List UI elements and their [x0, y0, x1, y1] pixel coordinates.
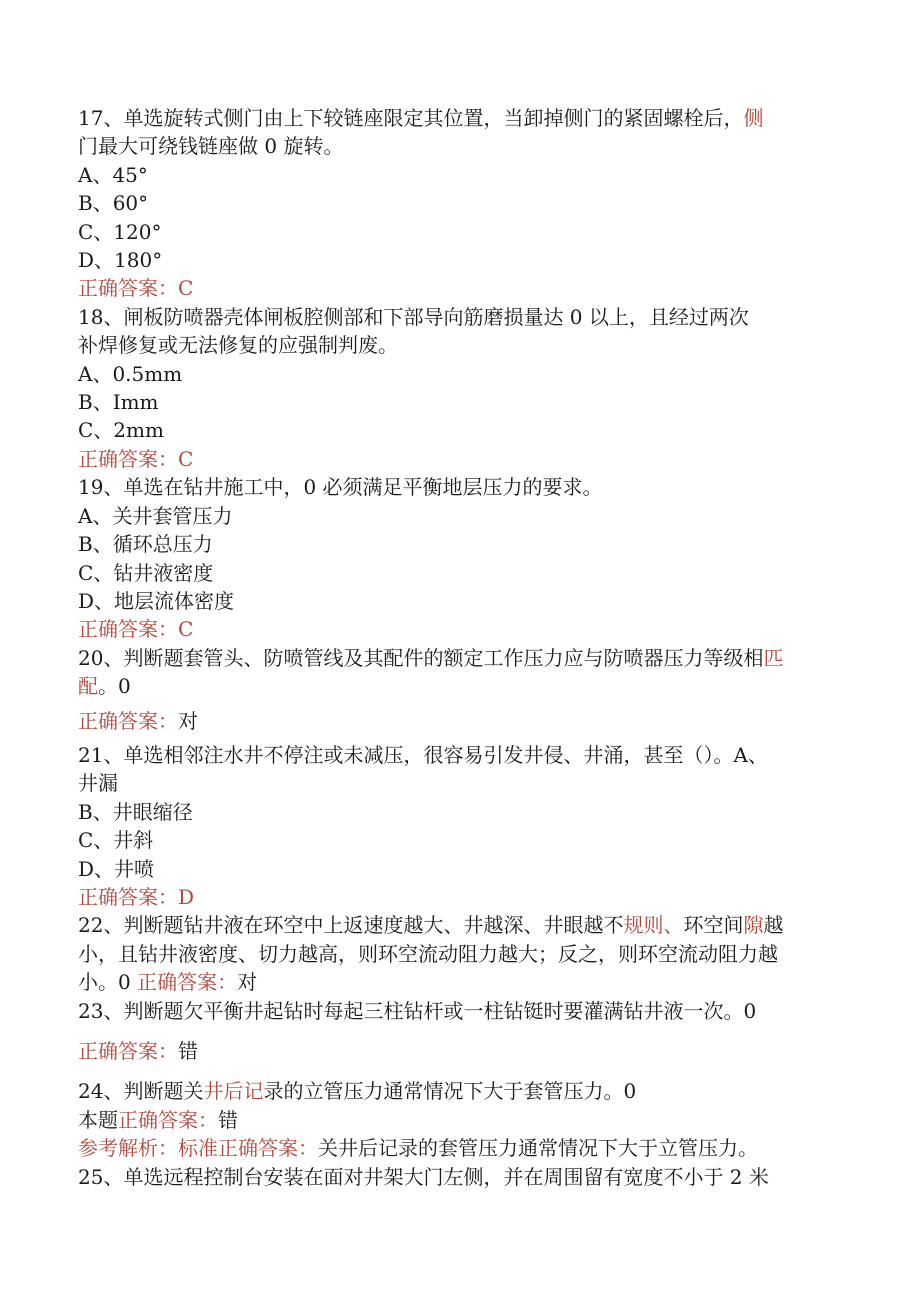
question-25	[78, 1163, 848, 1191]
option-b: B、井眼缩径	[78, 799, 193, 824]
question-18	[78, 303, 848, 473]
option-a: 井漏	[78, 771, 118, 796]
question-text: 25、单选远程控制台安装在面对井架大门左侧，并在周围留有宽度不小于 2 米	[78, 1164, 769, 1189]
question-20	[78, 644, 848, 735]
option-a: A、0.5mm	[78, 361, 183, 386]
option-d: D、井喷	[78, 856, 155, 881]
option-a: A、关井套管压力	[78, 503, 233, 528]
reference-analysis: 参考解析：标准正确答案：关井后记录的套管压力通常情况下大于立管压力。	[78, 1136, 758, 1161]
question-text: 21、单选相邻注水井不停注或未减压，很容易引发井侵、井涌，甚至（）。A、	[78, 742, 768, 767]
document-page	[78, 104, 848, 1191]
question-text: 20、判断题套管头、防喷管线及其配件的额定工作压力应与防喷器压力等级相匹	[78, 645, 784, 670]
question-text: 18、闸板防喷器壳体闸板腔侧部和下部导向筋磨损量达 0 以上，且经过两次	[78, 304, 749, 329]
option-c: C、2mm	[78, 418, 164, 443]
option-c: C、120°	[78, 219, 162, 244]
question-19	[78, 473, 848, 643]
option-c: C、钻井液密度	[78, 560, 214, 585]
question-text: 门最大可绕钱链座做 0 旋转。	[78, 134, 344, 159]
correct-answer: 正确答案：对	[78, 708, 198, 733]
question-text: 17、单选旋转式侧门由上下较链座限定其位置，当卸掉侧门的紧固螺栓后，侧	[78, 106, 764, 130]
correct-answer: 正确答案：C	[78, 446, 194, 471]
question-21	[78, 741, 848, 911]
question-text: 补焊修复或无法修复的应强制判废。	[78, 333, 398, 358]
option-b: B、Imm	[78, 390, 159, 415]
option-b: B、循环总压力	[78, 532, 213, 557]
option-d: D、180°	[78, 248, 163, 273]
correct-answer: 正确答案：错	[78, 1039, 198, 1063]
question-text: 小，且钻井液密度、切力越高，则环空流动阻力越大；反之，则环空流动阻力越	[78, 941, 778, 966]
correct-answer: 本题正确答案：错	[78, 1107, 238, 1132]
option-c: C、井斜	[78, 828, 154, 853]
question-23	[78, 997, 848, 1066]
correct-answer: 正确答案：D	[78, 884, 195, 909]
option-b: B、60°	[78, 191, 149, 216]
option-a: A、45°	[78, 162, 148, 187]
correct-answer: 正确答案：C	[78, 276, 194, 301]
question-17	[78, 104, 848, 303]
question-text: 22、判断题钻井液在环空中上返速度越大、井越深、井眼越不规则、环空间隙越	[78, 913, 784, 938]
question-text: 24、判断题关井后记录的立管压力通常情况下大于套管压力。0	[78, 1079, 637, 1104]
question-text: 小。0 正确答案：对	[78, 970, 258, 995]
question-22	[78, 911, 848, 996]
question-text: 23、判断题欠平衡井起钻时每起三柱钻杆或一柱钻铤时要灌满钻井液一次。0	[78, 998, 757, 1023]
question-24	[78, 1077, 848, 1162]
option-d: D、地层流体密度	[78, 588, 235, 613]
question-text: 19、单选在钻井施工中，0 必须满足平衡地层压力的要求。	[78, 475, 603, 500]
correct-answer: 正确答案：C	[78, 617, 194, 642]
question-text: 配。0	[78, 674, 131, 699]
